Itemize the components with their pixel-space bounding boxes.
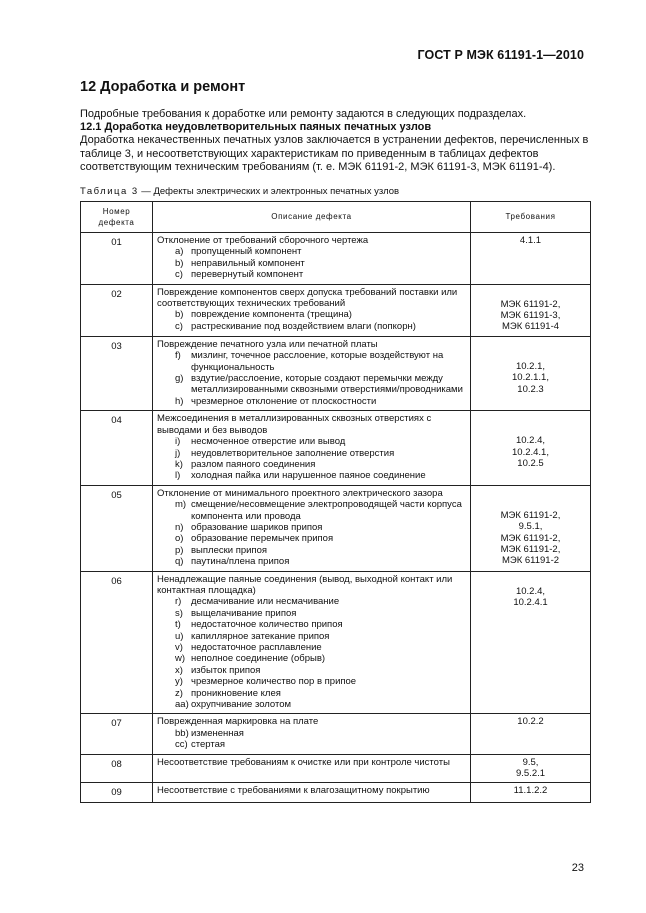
defect-item bbox=[157, 448, 466, 459]
defect-description bbox=[153, 233, 471, 285]
defect-item-marker: h) bbox=[175, 395, 184, 407]
defect-item-marker: f) bbox=[175, 350, 181, 362]
defect-number: 05 bbox=[81, 485, 153, 571]
defect-item-marker: a) bbox=[175, 246, 184, 258]
defect-item-marker: z) bbox=[175, 687, 183, 699]
table-row bbox=[81, 783, 591, 802]
defect-item-text: паутина/плена припоя bbox=[191, 556, 290, 568]
defect-item-text: образование перемычек припоя bbox=[191, 533, 334, 545]
requirement-ref: МЭК 61191-2, bbox=[500, 532, 561, 544]
defect-number: 03 bbox=[81, 336, 153, 410]
defect-item bbox=[157, 459, 466, 470]
defect-item bbox=[157, 246, 466, 257]
defect-requirements bbox=[471, 485, 591, 571]
defect-item bbox=[157, 608, 466, 619]
defect-item-marker: cc) bbox=[175, 739, 188, 751]
defect-requirements bbox=[471, 336, 591, 410]
defect-requirements bbox=[471, 714, 591, 754]
defect-item-text: вздутие/расслоение, которые создают перемычки между металлизированными сквозными отверстиями/проводниками bbox=[191, 373, 463, 396]
defect-requirements bbox=[471, 783, 591, 802]
requirement-ref: 10.2.5 bbox=[517, 458, 544, 470]
defect-number: 09 bbox=[81, 783, 153, 802]
defect-item-marker: i) bbox=[175, 436, 181, 448]
defect-item bbox=[157, 642, 466, 653]
table-row bbox=[81, 233, 591, 285]
table-row bbox=[81, 714, 591, 754]
defect-item bbox=[157, 596, 466, 607]
defect-item-text: растрескивание под воздействием влаги (попкорн) bbox=[191, 320, 416, 332]
defect-description bbox=[153, 485, 471, 571]
defect-item-text: холодная пайка или нарушенное паяное соединение bbox=[191, 470, 426, 482]
defect-requirements bbox=[471, 411, 591, 485]
defect-item bbox=[157, 676, 466, 687]
table-row bbox=[81, 411, 591, 485]
table-row bbox=[81, 571, 591, 714]
table-row bbox=[81, 754, 591, 783]
page-number: 23 bbox=[571, 862, 584, 874]
defect-item-text: недостаточное количество припоя bbox=[191, 619, 343, 631]
defect-item-marker: o) bbox=[175, 533, 184, 545]
requirement-ref: 9.5, bbox=[522, 756, 539, 768]
defect-item-text: повреждение компонента (трещина) bbox=[191, 309, 352, 321]
defect-item bbox=[157, 269, 466, 280]
defect-item-marker: b) bbox=[175, 309, 184, 321]
defect-title: Повреждение печатного узла или печатной платы bbox=[157, 338, 378, 350]
defect-item-text: образование шариков припоя bbox=[191, 521, 323, 533]
defect-description bbox=[153, 783, 471, 802]
table-body bbox=[81, 233, 591, 803]
defect-item bbox=[157, 396, 466, 407]
defect-description bbox=[153, 336, 471, 410]
defect-item-marker: y) bbox=[175, 676, 183, 688]
defect-number: 08 bbox=[81, 754, 153, 783]
defect-title: Отклонение от минимального проектного электрического зазора bbox=[157, 487, 443, 499]
defect-requirements bbox=[471, 284, 591, 336]
defect-item-text: охрупчивание золотом bbox=[191, 699, 292, 711]
defect-item-marker: j) bbox=[175, 447, 181, 459]
defect-item-marker: t) bbox=[175, 619, 181, 631]
defect-item bbox=[157, 436, 466, 447]
defect-item bbox=[157, 631, 466, 642]
defect-item-text: недостаточное расплавление bbox=[191, 642, 322, 653]
requirement-ref: 10.2.4, bbox=[515, 585, 546, 597]
defect-item bbox=[157, 309, 466, 320]
defect-item bbox=[157, 350, 466, 373]
subsection-title: 12.1 Доработка неудовлетворительных паяных печатных узлов bbox=[80, 121, 432, 134]
requirement-ref: 11.1.2.2 bbox=[513, 785, 548, 797]
defect-item-text: выплески припоя bbox=[191, 544, 268, 556]
defect-item bbox=[157, 665, 466, 676]
defect-title: Отклонение от требований сборочного чертежа bbox=[157, 235, 369, 246]
defect-item-marker: c) bbox=[175, 269, 183, 281]
defect-item bbox=[157, 533, 466, 544]
defect-item-text: избыток припоя bbox=[191, 664, 261, 676]
requirement-ref: 10.2.1, bbox=[515, 360, 546, 372]
intro-paragraph-2: Доработка некачественных печатных узлов заключается в устранении дефектов, перечисленных в таблице 3, и несоответствующих характеристикам по приведенным в таблицах дефектов соответствующим техническим требованиям (т. е. МЭК 61191-2, МЭК 61191-3, МЭК 61191-4). bbox=[80, 134, 589, 173]
defect-title: Повреждение компонентов сверх допуска требований поставки или соответствующих технических требований bbox=[157, 286, 458, 310]
defect-item-marker: w) bbox=[175, 653, 186, 665]
table-row bbox=[81, 284, 591, 336]
requirement-ref: МЭК 61191-2, bbox=[500, 509, 561, 521]
defect-item-marker: l) bbox=[175, 470, 181, 482]
defect-title: Ненадлежащие паяные соединения (вывод, выходной контакт или контактная площадка) bbox=[157, 573, 453, 596]
table-caption-label: Таблица 3 bbox=[80, 186, 139, 197]
requirement-ref: МЭК 61191-2 bbox=[501, 555, 560, 567]
defect-item-marker: aa) bbox=[175, 699, 189, 711]
defect-item-text: десмачивание или несмачивание bbox=[191, 596, 340, 608]
defect-requirements bbox=[471, 571, 591, 714]
defect-item-text: капиллярное затекание припоя bbox=[191, 630, 330, 642]
defect-item bbox=[157, 653, 466, 664]
defects-table bbox=[80, 201, 591, 803]
requirement-ref: 10.2.4, bbox=[515, 435, 546, 447]
defect-title: Поврежденная маркировка на плате bbox=[157, 716, 319, 728]
defect-item bbox=[157, 728, 466, 739]
requirement-ref: МЭК 61191-4 bbox=[501, 321, 560, 333]
column-header-desc: Описание дефекта bbox=[153, 202, 471, 233]
defect-description bbox=[153, 284, 471, 336]
defect-description bbox=[153, 411, 471, 485]
defect-item bbox=[157, 522, 466, 533]
document-header: ГОСТ Р МЭК 61191-1—2010 bbox=[417, 48, 584, 62]
table-row bbox=[81, 336, 591, 410]
defect-item-text: чрезмерное отклонение от плоскостности bbox=[191, 395, 377, 407]
defect-item-marker: u) bbox=[175, 630, 184, 642]
requirement-ref: МЭК 61191-3, bbox=[500, 310, 561, 322]
defect-item bbox=[157, 258, 466, 269]
defect-item-marker: b) bbox=[175, 257, 184, 269]
defect-item-marker: m) bbox=[175, 499, 187, 511]
defect-item-text: смещение/несовмещение электропроводящей части корпуса компонента или провода bbox=[191, 499, 462, 522]
requirement-ref: 10.2.2 bbox=[517, 716, 544, 728]
table-caption bbox=[80, 186, 399, 197]
defect-item bbox=[157, 321, 466, 332]
defect-item-text: стертая bbox=[191, 739, 226, 751]
table-row bbox=[81, 485, 591, 571]
defect-item-marker: bb) bbox=[175, 727, 189, 739]
defect-item-text: выщелачивание припоя bbox=[191, 607, 297, 619]
defect-number: 07 bbox=[81, 714, 153, 754]
defect-item bbox=[157, 739, 466, 750]
defect-item-marker: c) bbox=[175, 320, 183, 332]
table-header-row bbox=[81, 202, 591, 233]
defect-item-marker: g) bbox=[175, 373, 184, 385]
requirement-ref: 10.2.3 bbox=[517, 383, 544, 395]
requirement-ref: МЭК 61191-2, bbox=[500, 543, 561, 555]
defect-requirements bbox=[471, 233, 591, 285]
requirement-ref: 10.2.4.1, bbox=[512, 446, 549, 458]
defect-number: 02 bbox=[81, 284, 153, 336]
section-title: 12 Доработка и ремонт bbox=[80, 79, 246, 95]
defect-item bbox=[157, 556, 466, 567]
requirement-ref: 4.1.1 bbox=[519, 235, 542, 246]
defect-item bbox=[157, 688, 466, 699]
defect-item bbox=[157, 545, 466, 556]
defect-item-text: неправильный компонент bbox=[191, 257, 305, 269]
defect-title: Межсоединения в металлизированных сквозных отверстиях с выводами и без выводов bbox=[157, 413, 432, 436]
requirement-ref: 9.5.1, bbox=[518, 521, 543, 533]
defect-item-text: разлом паяного соединения bbox=[191, 458, 316, 470]
defect-item-text: пропущенный компонент bbox=[191, 246, 302, 258]
defect-item bbox=[157, 499, 466, 522]
column-header-req: Требования bbox=[471, 202, 591, 233]
table-caption-text: — Дефекты электрических и электронных печатных узлов bbox=[138, 186, 400, 197]
requirement-ref: 10.2.4.1 bbox=[513, 596, 548, 608]
defect-item bbox=[157, 619, 466, 630]
defect-title: Несоответствие требованиям к очистке или при контроле чистоты bbox=[157, 756, 450, 768]
defect-item-text: чрезмерное количество пор в припое bbox=[191, 676, 357, 688]
defect-item bbox=[157, 699, 466, 710]
defect-item-text: измененная bbox=[191, 727, 244, 739]
intro-text bbox=[80, 108, 590, 174]
defect-item-text: мизлинг, точечное расслоение, которые воздействуют на функциональность bbox=[191, 350, 444, 373]
defect-item bbox=[157, 470, 466, 481]
defect-number: 04 bbox=[81, 411, 153, 485]
requirement-ref: 10.2.1.1, bbox=[512, 372, 549, 384]
defect-number: 06 bbox=[81, 571, 153, 714]
defect-item-text: проникновение клея bbox=[191, 687, 281, 699]
defect-item-text: несмоченное отверстие или вывод bbox=[191, 436, 346, 448]
defect-number: 01 bbox=[81, 233, 153, 285]
requirement-ref: 9.5.2.1 bbox=[515, 768, 546, 780]
defect-item-marker: p) bbox=[175, 544, 184, 556]
defect-item bbox=[157, 373, 466, 396]
defect-title: Несоответствие с требованиями к влагозащитному покрытию bbox=[157, 785, 430, 797]
requirement-ref: МЭК 61191-2, bbox=[500, 298, 561, 310]
defect-description bbox=[153, 571, 471, 714]
defect-item-marker: k) bbox=[175, 458, 183, 470]
defect-item-text: неудовлетворительное заполнение отверстия bbox=[191, 447, 395, 459]
defect-item-text: неполное соединение (обрыв) bbox=[191, 653, 326, 665]
defect-requirements bbox=[471, 754, 591, 783]
defect-item-marker: n) bbox=[175, 521, 184, 533]
defect-item-marker: x) bbox=[175, 664, 183, 676]
defect-description bbox=[153, 714, 471, 754]
defect-item-marker: s) bbox=[175, 607, 183, 619]
defect-item-marker: q) bbox=[175, 556, 184, 568]
defect-description bbox=[153, 754, 471, 783]
defect-item-text: перевернутый компонент bbox=[191, 269, 304, 281]
intro-paragraph-1: Подробные требования к доработке или ремонту задаются в следующих подразделах. bbox=[80, 108, 527, 120]
defect-item-marker: r) bbox=[175, 596, 182, 608]
defect-item-marker: v) bbox=[175, 642, 183, 653]
column-header-num: Номер дефекта bbox=[81, 202, 153, 233]
